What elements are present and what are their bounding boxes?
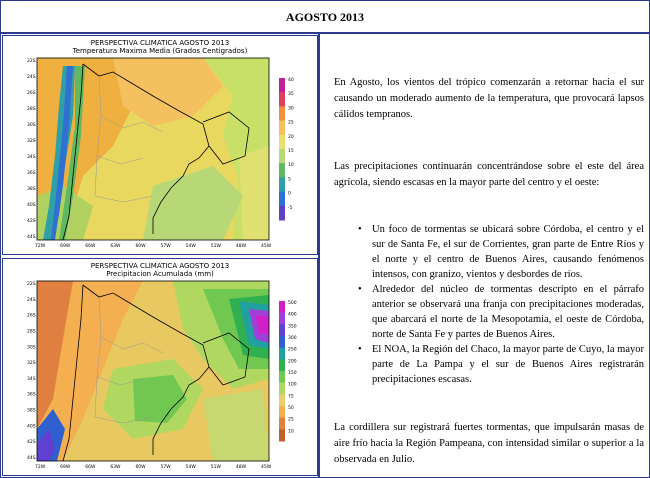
- color-scale-label: 35: [288, 92, 294, 98]
- lat-tick-label: 28S: [27, 107, 36, 112]
- color-scale-swatch: [279, 406, 285, 418]
- color-scale-label: 250: [288, 347, 297, 353]
- color-scale-label: 500: [288, 301, 297, 306]
- color-scale-swatch: [279, 371, 285, 383]
- lon-tick-label: 69W: [60, 465, 71, 470]
- color-scale-swatch: [279, 394, 285, 406]
- lon-tick-label: 60W: [135, 244, 146, 249]
- lon-tick-label: 57W: [160, 465, 171, 470]
- lat-tick-label: 40S: [27, 203, 36, 208]
- color-scale-label: 5: [288, 177, 291, 183]
- color-scale-swatch: [279, 106, 285, 121]
- color-scale-label: -5: [288, 205, 293, 211]
- precipitation-map: [3, 259, 318, 476]
- color-scale-swatch: [279, 121, 285, 136]
- maps-column: [0, 34, 320, 478]
- temperature-map-title: PERSPECTIVA CLIMATICA AGOSTO 2013: [90, 39, 230, 47]
- list-item-text: Alrededor del núcleo de tormentas descripto en el párrafo anterior se observará una franja con precipitaciones moderadas, que abarcará el norte de la Mesopotamia, el oeste de Córdoba, norte de Santa Fe y partes de Buenos Aires.: [372, 284, 644, 340]
- intro-paragraph: En Agosto, los vientos del trópico comenzarán a retornar hacia el sur causando un moderado aumento de la temperatura, que provocará lapsos cálidos tempranos.: [334, 77, 644, 120]
- color-scale-label: 20: [288, 134, 294, 140]
- bullet-icon: •: [358, 344, 362, 355]
- bullet-icon: •: [358, 224, 362, 235]
- color-scale-swatch: [279, 177, 285, 192]
- lat-tick-label: 26S: [27, 91, 36, 96]
- lat-tick-label: 42S: [27, 440, 36, 446]
- lat-tick-label: 28S: [27, 329, 36, 335]
- lat-tick-label: 30S: [27, 123, 36, 128]
- color-scale-label: 50: [288, 406, 294, 411]
- color-scale-swatch: [279, 429, 285, 441]
- color-scale-label: 30: [288, 106, 294, 112]
- color-scale-label: 300: [288, 336, 297, 341]
- lat-tick-label: 44S: [27, 456, 36, 461]
- color-scale-label: 25: [288, 120, 294, 126]
- lat-tick-label: 24S: [27, 297, 36, 303]
- list-item: [358, 222, 644, 282]
- color-scale-swatch: [279, 92, 285, 107]
- lon-tick-label: 48W: [235, 465, 247, 470]
- lon-tick-label: 45W: [261, 465, 272, 470]
- lat-tick-label: 38S: [27, 408, 36, 414]
- color-scale-label: 100: [288, 382, 297, 388]
- page-title: AGOSTO 2013: [285, 10, 365, 24]
- list-item: [358, 342, 644, 387]
- lon-tick-label: 51W: [210, 244, 221, 249]
- lon-tick-label: 63W: [110, 244, 121, 249]
- color-scale-swatch: [279, 192, 285, 207]
- color-scale-label: 75: [288, 394, 294, 400]
- list-item: [358, 282, 644, 342]
- lat-tick-label: 24S: [27, 75, 36, 80]
- list-item-text: Un foco de tormentas se ubicará sobre Córdoba, el centro y el sur de Santa Fe, el sur de Corrientes, gran parte de Entre Ríos y el norte y el centro de Buenos Aires, causando fenómenos intensos, con granizo, vientos y desbordes de ríos.: [372, 224, 644, 280]
- precipitation-paragraph: Las precipitaciones continuarán concentrándose sobre el este del área agrícola, siendo escasas en la mayor parte del centro y el oeste:: [334, 161, 644, 188]
- text-column: [330, 34, 646, 478]
- lat-tick-label: 26S: [27, 313, 36, 319]
- lon-tick-label: 66W: [85, 465, 96, 470]
- lon-tick-label: 69W: [60, 244, 71, 249]
- color-scale-swatch: [279, 383, 285, 395]
- lon-tick-label: 63W: [110, 465, 121, 470]
- lat-tick-label: 34S: [27, 376, 36, 382]
- lat-tick-label: 36S: [27, 392, 36, 398]
- color-scale-swatch: [279, 206, 285, 221]
- precipitation-map-title: PERSPECTIVA CLIMATICA AGOSTO 2013: [90, 262, 230, 270]
- lat-tick-label: 38S: [27, 187, 36, 192]
- color-scale-swatch: [279, 313, 285, 325]
- color-scale-swatch: [279, 78, 285, 93]
- lat-tick-label: 36S: [27, 171, 36, 176]
- color-scale-label: 0: [288, 191, 291, 197]
- bullet-icon: •: [358, 284, 362, 295]
- color-scale-swatch: [279, 149, 285, 164]
- color-scale-label: 25: [288, 417, 294, 423]
- lat-tick-label: 22S: [27, 282, 36, 287]
- lon-tick-label: 66W: [85, 244, 96, 249]
- lon-tick-label: 48W: [235, 244, 247, 249]
- lon-tick-label: 54W: [185, 244, 196, 249]
- color-scale-label: 10: [288, 429, 294, 435]
- list-item-text: El NOA, la Región del Chaco, la mayor parte de Cuyo, la mayor parte de La Pampa y el sur de Buenos Aires registrarán precipitaciones escasas.: [372, 344, 644, 385]
- bullet-list: [358, 222, 644, 387]
- precipitation-map-subtitle: Precipitacion Acumulada (mm): [106, 270, 214, 278]
- lon-tick-label: 51W: [210, 465, 221, 470]
- lat-tick-label: 42S: [27, 219, 36, 224]
- color-scale-swatch: [279, 301, 285, 313]
- lat-tick-label: 22S: [27, 59, 36, 64]
- lat-tick-label: 32S: [27, 139, 36, 144]
- lon-tick-label: 72W: [35, 465, 46, 470]
- lat-tick-label: 40S: [27, 424, 36, 430]
- color-scale-swatch: [279, 359, 285, 371]
- lon-tick-label: 60W: [135, 465, 146, 470]
- closing-paragraph: La cordillera sur registrará fuertes tormentas, que impulsarán masas de aire frío hacia la Región Pampeana, con intensidad similar o superior a la observada en Julio.: [334, 422, 644, 465]
- lon-tick-label: 54W: [185, 465, 196, 470]
- lat-tick-label: 30S: [27, 345, 36, 351]
- lon-tick-label: 72W: [35, 244, 46, 249]
- temperature-map-subtitle: Temperatura Maxima Media (Grados Centigrados): [72, 47, 248, 55]
- color-scale-label: 15: [288, 149, 294, 154]
- color-scale-label: 200: [288, 359, 297, 365]
- precipitation-map-panel: [2, 258, 318, 476]
- lat-tick-label: 34S: [27, 155, 36, 160]
- color-scale-swatch: [279, 336, 285, 348]
- lon-tick-label: 57W: [160, 244, 171, 249]
- temperature-map-panel: [2, 35, 318, 255]
- color-scale-swatch: [279, 418, 285, 430]
- lon-tick-label: 45W: [261, 244, 272, 249]
- color-scale-swatch: [279, 348, 285, 360]
- color-scale-swatch: [279, 324, 285, 336]
- color-scale-swatch: [279, 135, 285, 150]
- color-scale-label: 400: [288, 312, 297, 318]
- color-scale-label: 150: [288, 371, 297, 376]
- color-scale-label: 40: [288, 78, 294, 83]
- temperature-map: [3, 36, 318, 255]
- color-scale-label: 10: [288, 163, 294, 169]
- color-scale-swatch: [279, 163, 285, 178]
- lat-tick-label: 44S: [27, 235, 36, 240]
- lat-tick-label: 32S: [27, 361, 36, 367]
- header: [0, 0, 650, 34]
- color-scale-label: 350: [288, 324, 297, 330]
